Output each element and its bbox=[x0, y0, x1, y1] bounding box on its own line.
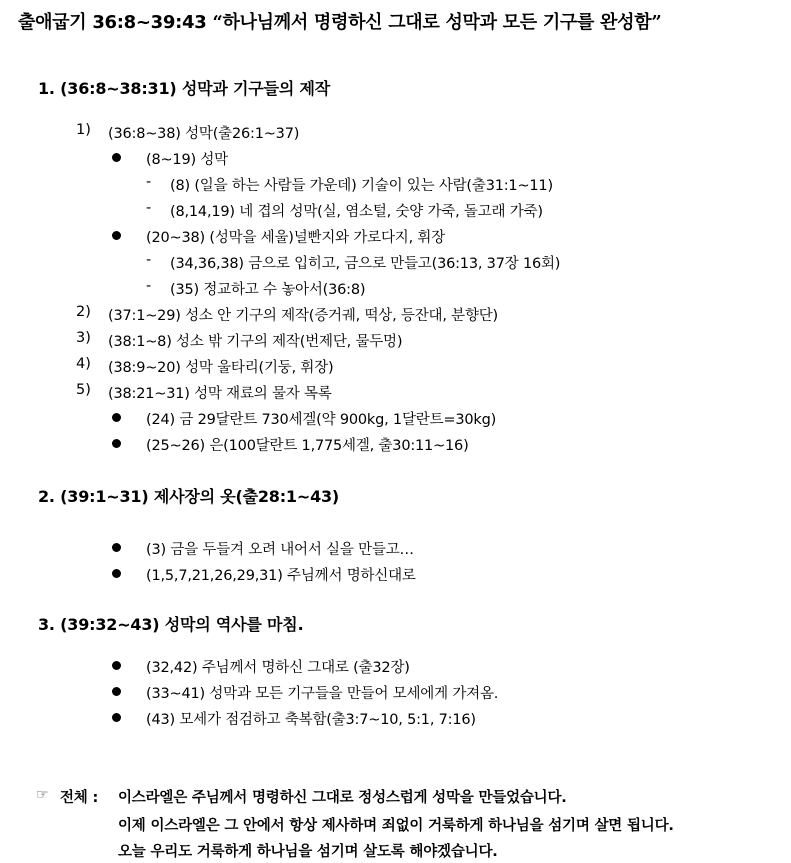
section-1-heading: 1. (36:8~38:31) 성막과 기구들의 제작 bbox=[38, 79, 330, 98]
list-item: (34,36,38) 금으로 입히고, 금으로 만들고(36:13, 37장 16회) bbox=[170, 256, 561, 272]
item-number: 3) bbox=[76, 330, 91, 346]
summary-line: 이스라엘은 주님께서 명령하신 그대로 정성스럽게 성막을 만들었습니다. bbox=[118, 790, 567, 806]
list-item: (36:8~38) 성막(출26:1~37) bbox=[108, 126, 300, 142]
bullet-icon bbox=[112, 661, 121, 670]
dash-marker: - bbox=[146, 252, 152, 268]
list-item: (32,42) 주님께서 명하신 그대로 (출32장) bbox=[146, 660, 410, 676]
bullet-icon bbox=[112, 439, 121, 448]
summary-label: 전체 : bbox=[60, 790, 99, 806]
list-item: (33~41) 성막과 모든 기구들을 만들어 모세에게 가져옴. bbox=[146, 686, 499, 702]
bullet-icon bbox=[112, 231, 121, 240]
list-item: (37:1~29) 성소 안 기구의 제작(증거궤, 떡상, 등잔대, 분향단) bbox=[108, 308, 499, 324]
list-item: (38:21~31) 성막 재료의 물자 목록 bbox=[108, 386, 332, 402]
dash-marker: - bbox=[146, 278, 152, 294]
dash-marker: - bbox=[146, 200, 152, 216]
list-item: (35) 정교하고 수 놓아서(36:8) bbox=[170, 282, 366, 298]
title-prefix: 출애굽기 36:8~39:43 bbox=[18, 12, 213, 33]
list-item: (43) 모세가 점검하고 축복함(출3:7~10, 5:1, 7:16) bbox=[146, 712, 476, 728]
section-3-heading: 3. (39:32~43) 성막의 역사를 마침. bbox=[38, 615, 304, 634]
list-item: (20~38) (성막을 세울)널빤지와 가로다지, 휘장 bbox=[146, 230, 446, 246]
bullet-icon bbox=[112, 569, 121, 578]
item-number: 4) bbox=[76, 356, 91, 372]
list-item: (8) (일을 하는 사람들 가운데) 기술이 있는 사람(출31:1~11) bbox=[170, 178, 553, 194]
list-item: (8~19) 성막 bbox=[146, 152, 228, 168]
bullet-icon bbox=[112, 413, 121, 422]
section-2-heading: 2. (39:1~31) 제사장의 옷(출28:1~43) bbox=[38, 487, 340, 506]
list-item: (24) 금 29달란트 730세겔(약 900kg, 1달란트=30kg) bbox=[146, 412, 497, 428]
bullet-icon bbox=[112, 543, 121, 552]
document-title bbox=[18, 8, 661, 34]
summary-line: 오늘 우리도 거룩하게 하나님을 섬기며 살도록 해야겠습니다. bbox=[118, 844, 498, 860]
item-number: 1) bbox=[76, 122, 91, 138]
list-item: (1,5,7,21,26,29,31) 주님께서 명하신대로 bbox=[146, 568, 416, 584]
list-item: (38:1~8) 성소 밖 기구의 제작(번제단, 물두멍) bbox=[108, 334, 403, 350]
title-quote: “하나님께서 명령하신 그대로 성막과 모든 기구를 완성함” bbox=[212, 12, 662, 33]
dash-marker: - bbox=[146, 174, 152, 190]
list-item: (25~26) 은(100달란트 1,775세겔, 출30:11~16) bbox=[146, 438, 469, 454]
summary-line: 이제 이스라엘은 그 안에서 항상 제사하며 죄없이 거룩하게 하나님을 섬기며 살면 됩니다. bbox=[118, 818, 674, 834]
list-item: (3) 금을 두들겨 오려 내어서 실을 만들고… bbox=[146, 542, 414, 558]
bullet-icon bbox=[112, 153, 121, 162]
list-item: (38:9~20) 성막 울타리(기둥, 휘장) bbox=[108, 360, 334, 376]
bullet-icon bbox=[112, 687, 121, 696]
item-number: 5) bbox=[76, 382, 91, 398]
bullet-icon bbox=[112, 713, 121, 722]
list-item: (8,14,19) 네 겹의 성막(실, 염소털, 숫양 가죽, 돌고래 가죽) bbox=[170, 204, 543, 220]
item-number: 2) bbox=[76, 304, 91, 320]
pointing-hand-icon: ☞ bbox=[36, 787, 49, 803]
